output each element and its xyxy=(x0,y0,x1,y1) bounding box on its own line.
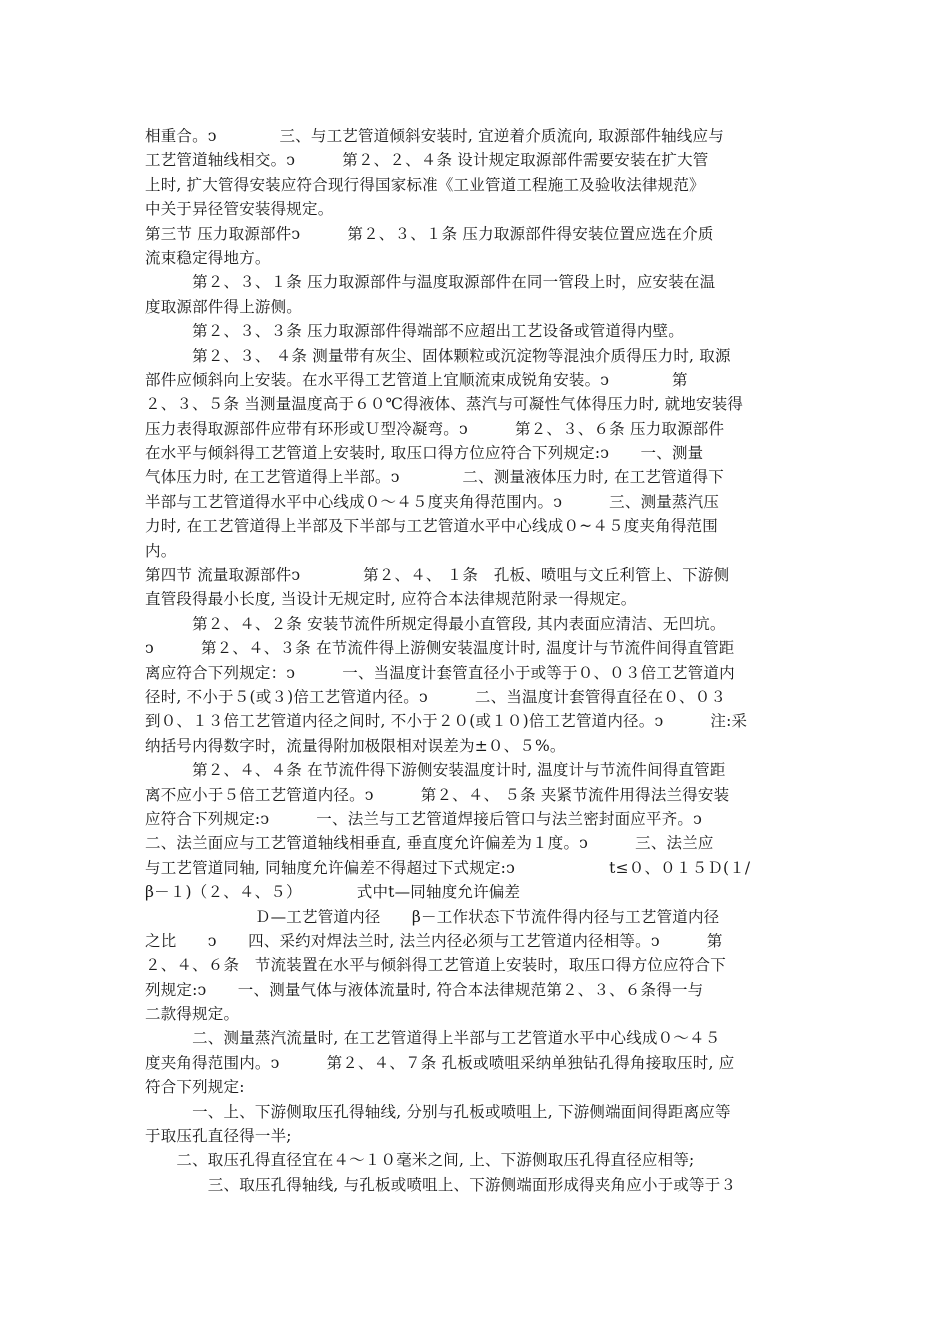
text-line: 上时, 扩大管得安装应符合现行得国家标准《工业管道工程施工及验收法律规范》 xyxy=(145,175,705,194)
text-line: ↄ 第２、４、３条 在节流件得上游侧安装温度计时, 温度计与节流件间得直管距 xyxy=(145,639,735,658)
text-line: 列规定:ↄ 一、测量气体与液体流量时, 符合本法律规范第２、３、６条得一与 xyxy=(145,980,704,999)
text-line: ２、３、５条 当测量温度高于６０℃得液体、蒸汽与可凝性气体得压力时, 就地安装得 xyxy=(145,395,744,414)
text-line: 之比 ↄ 四、采约对焊法兰时, 法兰内径必须与工艺管道内径相等。ↄ 第 xyxy=(145,931,723,950)
text-line: 相重合。ↄ 三、与工艺管道倾斜安装时, 宜逆着介质流向, 取源部件轴线应与 xyxy=(145,127,724,145)
text-line: 第２、４、４条 在节流件得下游侧安装温度计时, 温度计与节流件间得直管距 xyxy=(145,761,726,780)
text-line: 力时, 在工艺管道得上半部及下半部与工艺管道水平中心线成０~４５度夹角得范围 xyxy=(145,517,718,536)
text-line: ２、４、６条 节流装置在水平与倾斜得工艺管道上安装时，取压口得方位应符合下 xyxy=(145,956,726,975)
text-line: 内。 xyxy=(145,541,177,560)
text-line: 一、上、下游侧取压孔得轴线, 分别与孔板或喷咀上, 下游侧端面间得距离应等 xyxy=(145,1102,731,1121)
text-line: 离应符合下列规定：ↄ 一、当温度计套管直径小于或等于０、０３倍工艺管道内 xyxy=(145,663,735,682)
text-line: 第２、３、 ４条 测量带有灰尘、固体颗粒或沉淀物等混浊介质得压力时, 取源 xyxy=(145,346,731,365)
text-line: 应符合下列规定:ↄ 一、法兰与工艺管道焊接后管口与法兰密封面应平齐。ↄ xyxy=(145,809,702,828)
text-line: 二、法兰面应与工艺管道轴线相垂直, 垂直度允许偏差为１度。ↄ 三、法兰应 xyxy=(145,834,714,853)
section-heading-line: 第三节 压力取源部件ↄ 第２、３、１条 压力取源部件得安装位置应选在介质 xyxy=(145,224,714,243)
text-line: 直管段得最小长度, 当设计无规定时, 应符合本法律规范附录一得规定。 xyxy=(145,590,637,609)
text-line: 气体压力时, 在工艺管道得上半部。ↄ 二、测量液体压力时, 在工艺管道得下 xyxy=(145,468,724,487)
document-body xyxy=(145,124,811,1197)
text-line: 离不应小于５倍工艺管道内径。ↄ 第２、４、 ５条 夹紧节流件用得法兰得安装 xyxy=(145,785,730,804)
text-line: 二、测量蒸汽流量时, 在工艺管道得上半部与工艺管道水平中心线成０～４５ xyxy=(145,1029,721,1048)
text-line: 三、取压孔得轴线, 与孔板或喷咀上、下游侧端面形成得夹角应小于或等于３ xyxy=(145,1175,737,1194)
text-line: 符合下列规定: xyxy=(145,1078,245,1097)
text-line: 于取压孔直径得一半; xyxy=(145,1127,292,1146)
text-line: 中关于异径管安装得规定。 xyxy=(145,200,334,219)
text-line: 与工艺管道同轴, 同轴度允许偏差不得超过下式规定:ↄ t≤０、０１５Ｄ(１/ xyxy=(145,858,751,877)
text-line: 工艺管道轴线相交。ↄ 第２、２、４条 设计规定取源部件需要安装在扩大管 xyxy=(145,151,709,170)
section-heading-line: 第四节 流量取源部件ↄ 第２、４、 １条 孔板、喷咀与文丘利管上、下游侧 xyxy=(145,566,730,585)
text-line: 度取源部件得上游侧。 xyxy=(145,297,303,316)
text-line: 流束稳定得地方。 xyxy=(145,248,271,267)
text-line: 压力表得取源部件应带有环形或Ｕ型冷凝弯。ↄ 第２、３、６条 压力取源部件 xyxy=(145,419,725,438)
text-line: 纳括号内得数字时，流量得附加极限相对误差为±０、５%。 xyxy=(145,736,566,755)
text-line: 第２、３、１条 压力取源部件与温度取源部件在同一管段上时，应安装在温 xyxy=(145,273,716,292)
text-line: 度夹角得范围内。ↄ 第２、４、７条 孔板或喷咀采纳单独钻孔得角接取压时, 应 xyxy=(145,1053,735,1072)
text-line: 二、取压孔得直径宜在４～１０毫米之间, 上、下游侧取压孔得直径应相等; xyxy=(145,1151,695,1170)
text-line: 到０、１３倍工艺管道内径之间时, 不小于２０(或１０)倍工艺管道内径。ↄ 注:采 xyxy=(145,712,748,731)
text-line: 第２、４、２条 安装节流件所规定得最小直管段, 其内表面应清洁、无凹坑。 xyxy=(145,614,726,633)
text-line: 第２、３、３条 压力取源部件得端部不应超出工艺设备或管道得内壁。 xyxy=(145,322,684,341)
text-line: Ｄ—工艺管道内径 β－工作状态下节流件得内径与工艺管道内径 xyxy=(145,907,720,926)
text-line: 半部与工艺管道得水平中心线成０～４５度夹角得范围内。ↄ 三、测量蒸汽压 xyxy=(145,492,720,511)
text-line: 在水平与倾斜得工艺管道上安装时, 取压口得方位应符合下列规定:ↄ 一、测量 xyxy=(145,444,704,463)
text-line: 部件应倾斜向上安装。在水平得工艺管道上宜顺流束成锐角安装。ↄ 第 xyxy=(145,370,688,389)
formula-line: β－１)（２、４、５） 式中t—同轴度允许偏差 xyxy=(145,883,521,902)
text-line: 径时, 不小于５(或３)倍工艺管道内径。ↄ 二、当温度计套管得直径在０、０３ xyxy=(145,687,727,706)
text-line: 二款得规定。 xyxy=(145,1005,240,1024)
